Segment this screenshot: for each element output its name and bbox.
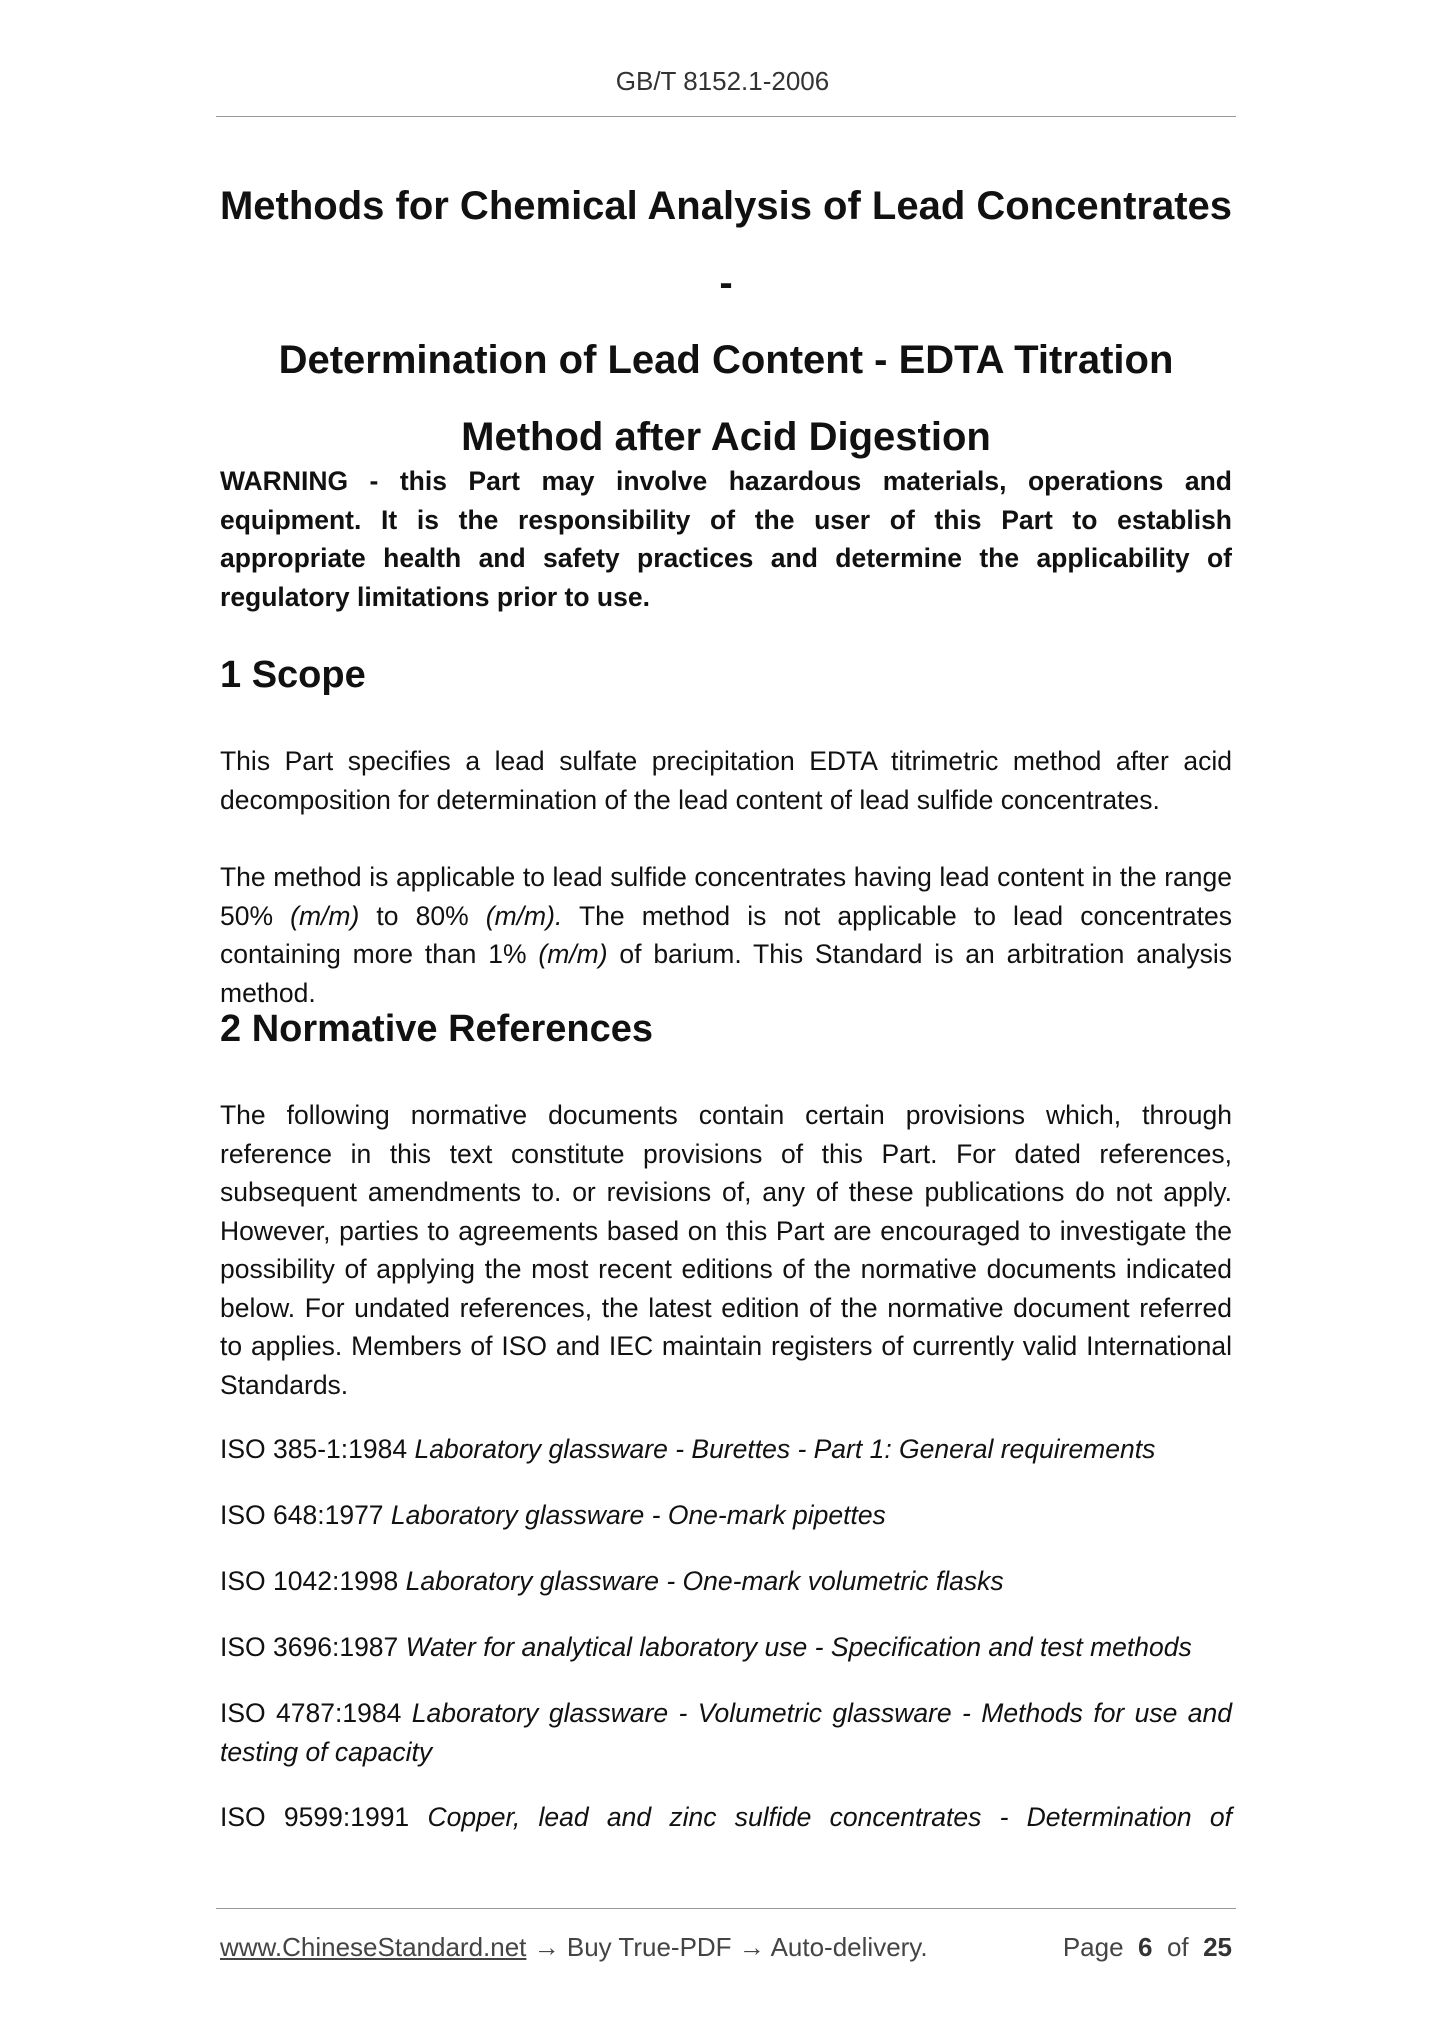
scope-text-d: of barium. This Standard is an arbitration analysis method.: [220, 939, 1232, 1008]
reference-title: Water for analytical laboratory use - Specification and test methods: [405, 1632, 1192, 1662]
reference-item: [220, 1562, 1232, 1601]
reference-title: Laboratory glassware - Volumetric glassware - Methods for use and testing of capacity: [220, 1698, 1232, 1767]
scope-text-a: The method is applicable to lead sulfide concentrates having lead content in the range 50%: [220, 862, 1232, 931]
reference-item: [220, 1798, 1232, 1837]
reference-item: [220, 1694, 1232, 1771]
scope-text-b: to 80%: [359, 900, 486, 931]
reference-code: ISO 385-1:1984: [220, 1434, 408, 1464]
reference-code: ISO 648:1977: [220, 1500, 384, 1530]
mass-fraction-unit: (m/m).: [485, 900, 563, 931]
normative-intro-paragraph: The following normative documents contain certain provisions which, through reference in this text constitute provisions of this Part. For dated references, subsequent amendments to. or revisions of, any of these publications do not apply. However, parties to agreements based on this Part are encouraged to investigate the possibility of applying the most recent editions of the normative documents indicated below. For undated references, the latest edition of the normative document referred to applies. Members of ISO and IEC maintain registers of currently valid International Standards.: [220, 1100, 1232, 1400]
document-title: [216, 168, 1236, 476]
title-line-1: Methods for Chemical Analysis of Lead Concentrates -: [219, 184, 1233, 305]
mass-fraction-unit: (m/m): [538, 939, 608, 969]
mass-fraction-unit: (m/m): [290, 900, 360, 931]
reference-title: Laboratory glassware - Burettes - Part 1: General requirements: [414, 1434, 1156, 1464]
reference-item: [220, 1628, 1232, 1667]
reference-code: ISO 1042:1998: [220, 1566, 399, 1596]
reference-title: Laboratory glassware - One-mark volumetric flasks: [405, 1566, 1004, 1596]
page-label: Page: [1062, 1932, 1124, 1962]
reference-code: ISO 4787:1984: [220, 1698, 402, 1728]
reference-title: Laboratory glassware - One-mark pipettes: [390, 1500, 886, 1530]
page-counter: [1063, 1932, 1232, 1963]
warning-paragraph: WARNING - this Part may involve hazardous materials, operations and equipment. It is the responsibility of the user of this Part to establish appropriate health and safety practices and determine the applicability of regulatory limitations prior to use.: [220, 466, 1232, 612]
current-page-number: 6: [1138, 1932, 1153, 1962]
section-2-heading: 2 Normative References: [220, 1008, 653, 1050]
reference-code: ISO 3696:1987: [220, 1632, 399, 1662]
footer-promo-text: → Buy True-PDF → Auto-delivery.: [526, 1932, 928, 1962]
scope-paragraph-2: [220, 858, 1232, 1012]
reference-item: [220, 1496, 1232, 1535]
title-line-3: Method after Acid Digestion: [461, 415, 991, 459]
of-label: of: [1166, 1932, 1189, 1962]
footer-divider: [216, 1908, 1236, 1909]
website-link[interactable]: www.ChineseStandard.net: [220, 1932, 527, 1962]
reference-code: ISO 9599:1991: [220, 1802, 410, 1832]
reference-title: Copper, lead and zinc sulfide concentrates - Determination of: [427, 1802, 1232, 1832]
total-pages-number: 25: [1203, 1932, 1232, 1962]
scope-paragraph-1: This Part specifies a lead sulfate precipitation EDTA titrimetric method after acid decomposition for determination of the lead content of lead sulfide concentrates.: [220, 746, 1232, 815]
document-id-header: GB/T 8152.1-2006: [615, 66, 830, 96]
header-divider: [216, 116, 1236, 117]
title-line-2: Determination of Lead Content - EDTA Titration: [278, 338, 1174, 382]
reference-item: [220, 1430, 1232, 1469]
scope-text-c: The method is not applicable to lead concentrates containing more than 1%: [220, 900, 1232, 969]
section-1-heading: 1 Scope: [220, 654, 366, 696]
page-footer: [220, 1932, 1232, 1963]
